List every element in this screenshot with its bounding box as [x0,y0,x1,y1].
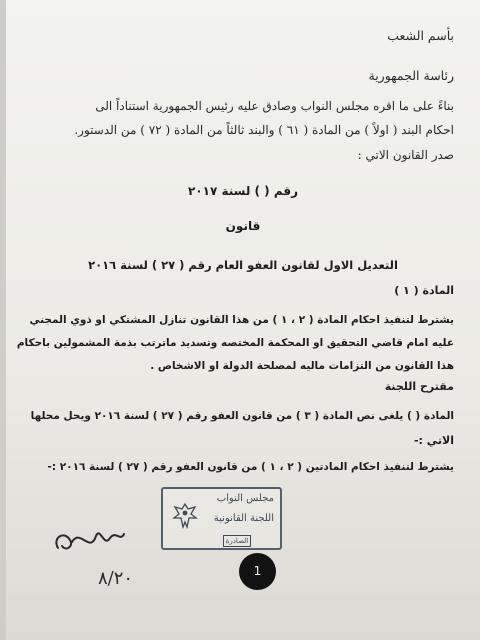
eagle-emblem-icon [171,501,199,531]
article-1-line-1: يشترط لتنفيذ احكام المادة ( ٢ ، ١ ) من هذا القانون تنازل المشتكي او ذوي المجني [29,314,454,326]
article-1-heading: المادة ( ١ ) [394,284,454,297]
stamp-line-2: اللجنة القانونية [213,513,274,524]
committee-line-1: المادة ( ) يلغى نص المادة ( ٣ ) من قانون العفو رقم ( ٢٧ ) لسنة ٢٠١٦ ويحل محلها [30,410,454,422]
preamble-line-1: بناءً على ما اقره مجلس النواب وصادق عليه رئيس الجمهورية استناداً الى [95,99,454,113]
preamble-line-2: احكام البند ( اولاً ) من المادة ( ٦١ ) والبند ثالثاً من المادة ( ٧٢ ) من الدستور. [74,123,454,137]
committee-heading: مقترح اللجنة [384,380,454,393]
signature-icon [50,520,128,560]
preamble-line-3: صدر القانون الاتي : [357,148,454,162]
document-page [6,0,480,640]
header-line-presidency: رئاسة الجمهورية [368,68,454,83]
header-line-people: بأسم الشعب [387,28,454,43]
stamp-line-1: مجلس النواب [216,493,274,504]
article-1-line-3: هذا القانون من التزامات ماليه لمصلحة الدولة او الاشخاص . [150,360,454,372]
law-heading: قانون [225,219,261,233]
committee-line-3: يشترط لتنفيذ احكام المادتين ( ٢ ، ١ ) من قانون العفو رقم ( ٢٧ ) لسنة ٢٠١٦ :- [47,461,454,473]
law-number-line: رقم ( ) لسنة ٢٠١٧ [187,184,299,198]
law-title: التعديل الاول لقانون العفو العام رقم ( ٢٧ ) لسنة ٢٠١٦ [88,258,398,272]
handwritten-date: ٨/٢٠ [98,568,134,589]
page-number-badge: 1 [239,553,276,590]
committee-line-2: الاتي :- [413,434,454,447]
stamp-box: الصادرة [223,535,251,547]
committee-stamp [161,487,282,550]
article-1-line-2: عليه امام قاضي التحقيق او المحكمة المختصه وتسديد ماترتب بذمة المشمولين باحكام [16,337,454,349]
